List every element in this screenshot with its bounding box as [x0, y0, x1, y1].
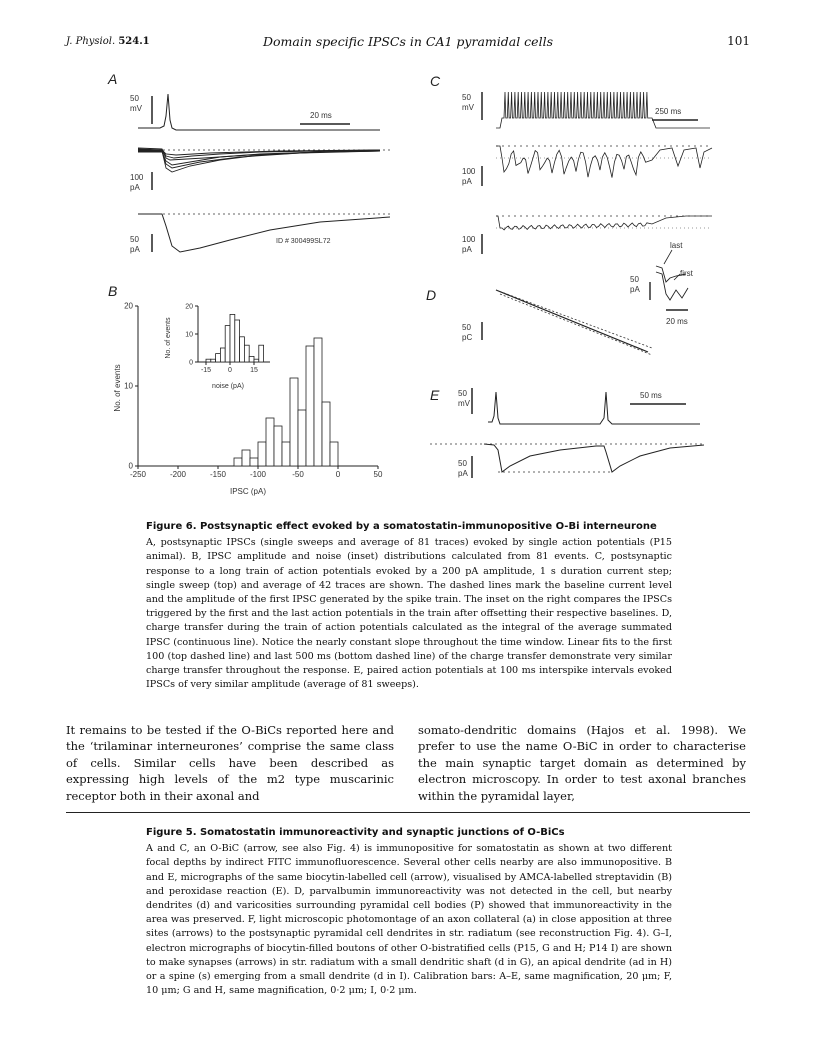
b-inset-x-tick-label: 15: [250, 367, 258, 374]
c-current-unit-1: pA: [462, 177, 472, 186]
a-current-scalebar-1: [130, 172, 152, 192]
b-xlabel: IPSC (pA): [229, 487, 267, 496]
c-inset-unit: pA: [630, 285, 640, 294]
a-vm-scale: 50: [130, 94, 139, 103]
b-noise-histogram-inset: [185, 303, 270, 374]
b-inset-xlabel: noise (pA): [212, 383, 244, 390]
b-inset-ylabel: No. of events: [165, 317, 172, 359]
c-time-scale: 250 ms: [655, 107, 682, 116]
c-inset-time: 20 ms: [666, 317, 688, 326]
b-main-x-tick-label: -150: [209, 470, 227, 479]
b-inset-bar: [216, 354, 221, 362]
b-main-y-tick-label: 0: [128, 461, 133, 471]
a-average-ipsc-trace: [138, 214, 390, 252]
a-current-scalebar-2: [130, 234, 152, 254]
b-main-bar: [250, 458, 258, 466]
b-main-y-tick-label: 20: [124, 301, 133, 311]
panel-label-e: E: [430, 387, 440, 403]
journal-volume: 524.1: [118, 36, 150, 47]
b-inset-bar: [244, 345, 249, 362]
c-vm-unit: mV: [462, 103, 474, 112]
b-inset-bar: [259, 345, 264, 362]
b-inset-x-tick-label: -15: [200, 367, 212, 374]
panel-label-a: A: [108, 71, 118, 87]
e-current-unit: pA: [458, 469, 468, 478]
b-inset-bar: [235, 320, 240, 362]
e-vm-unit: mV: [458, 399, 470, 408]
c-current-scale-1: 100: [462, 167, 476, 176]
a-vm-unit: mV: [130, 104, 142, 113]
b-main-bar: [258, 442, 266, 466]
b-main-bar: [274, 426, 282, 466]
b-inset-y-tick-label: 0: [189, 359, 193, 367]
b-ylabel: No. of events: [113, 364, 122, 412]
b-main-x-tick-label: -50: [292, 470, 304, 479]
b-inset-bar: [249, 356, 254, 362]
b-inset-bar: [211, 359, 216, 362]
c-current-scale-2: 100: [462, 235, 476, 244]
b-inset-y-tick-label: 20: [185, 303, 193, 311]
b-inset-bar: [225, 326, 230, 362]
b-inset-bar: [254, 359, 259, 362]
body-text-left-column: It remains to be tested if the O-BiCs reported here and the ‘trilaminar interneurones’ comprise the same class of cells. Similar cells have been described as expressing high levels of the m2 type muscarinic receptor both in their axonal and: [66, 723, 394, 803]
b-inset-bar: [240, 337, 245, 362]
b-main-bar: [330, 442, 338, 466]
panel-label-c: C: [430, 73, 441, 89]
b-main-x-tick-label: -250: [129, 470, 147, 479]
b-inset-x-tick-label: 0: [228, 367, 232, 374]
e-time-scalebar: [630, 391, 686, 404]
b-main-bar: [322, 402, 330, 466]
a-current-unit-1: pA: [130, 183, 140, 192]
c-current-scalebar-1: [462, 166, 482, 186]
b-main-bar: [266, 418, 274, 466]
panel-label-d: D: [426, 287, 437, 303]
b-main-bar: [234, 458, 242, 466]
b-inset-bar: [230, 314, 235, 362]
d-fit-last-500ms: [500, 294, 652, 355]
figure-5-caption: [146, 826, 672, 998]
e-time-scale: 50 ms: [640, 391, 662, 400]
figure-5-title: Figure 5. Somatostatin immunoreactivity and synaptic junctions of O-BiCs: [146, 827, 565, 838]
e-paired-spikes-trace: [488, 392, 700, 424]
figure-6-text: A, postsynaptic IPSCs (single sweeps and average of 81 traces) evoked by single action potentials (P15 animal). B, IPSC amplitude and noise (inset) distributions calculated from 81 events. C, postsynaptic response to a long train of action potentials evoked by a 200 pA amplitude, 1 s duration current step; single sweep (top) and average of 42 traces are shown. The dashed lines mark the baseline current level and the amplitude of the first IPSC generated by the spike train. The inset on the right compares the IPSCs triggered by the first and the last action potentials in the train after offsetting their respective baselines. D, charge transfer during the train of action potentials calculated as the integral of the average summated IPSC (continuous line). Notice the nearly constant slope throughout the time window. Linear fits to the first 100 (top dashed line) and last 500 ms (bottom dashed line) of the charge transfer demonstrate very similar charge transfer throughout the response. E, paired action potentials at 100 ms interspike intervals evoked IPSCs of very similar amplitude (average of 81 sweeps).: [146, 537, 672, 691]
journal-name: J. Physiol.: [66, 36, 116, 47]
d-charge-scale: 50: [462, 323, 471, 332]
a-current-scale-2: 50: [130, 235, 139, 244]
c-single-sweep-trace: [496, 146, 712, 178]
a-single-sweeps: [138, 148, 380, 172]
b-main-bar: [314, 338, 322, 466]
a-id-note: ID # 300499SL72: [276, 238, 331, 245]
a-current-scale-1: 100: [130, 173, 144, 182]
d-charge-transfer-line: [496, 290, 648, 352]
e-current-scale: 50: [458, 459, 467, 468]
c-inset-scalebar: [630, 275, 688, 326]
d-charge-unit: pC: [462, 333, 473, 342]
c-time-scalebar: [652, 107, 698, 120]
b-main-x-tick-label: -100: [249, 470, 267, 479]
panel-a-vm-scalebar: [130, 94, 152, 124]
horizontal-rule: [66, 812, 750, 813]
b-main-x-tick-label: 50: [373, 470, 383, 479]
c-first-label: first: [680, 269, 693, 278]
b-main-bar: [290, 378, 298, 466]
figure-6-title: Figure 6. Postsynaptic effect evoked by a somatostatin-immunopositive O-Bi interneurone: [146, 521, 657, 532]
figure-5-text: A and C, an O-BiC (arrow, see also Fig. 4) is immunopositive for somatostatin as shown at two different focal depths by indirect FITC immunofluorescence. Several other cells nearby are also immunopositive. B and E, micrographs of the same biocytin-labelled cell (arrow), visualised by AMCA-labelled streptavidin (B) and peroxidase reaction (E). D, parvalbumin immunoreactivity was not detected in the cell, but nearby dendrites (d) and varicosities surrounding pyramidal cell bodies (P) showed that immunoreactivity in the area was preserved. F, light microscopic photomontage of an axon collateral (a) in close apposition at three sites (arrows) to the postsynaptic pyramidal cell dendrites in str. radiatum (see reconstruction Fig. 4). G–I, electron micrographs of biocytin-filled boutons of other O-bistratified cells (P15, G and H; P14 I) are shown to make synapses (arrows) in str. radiatum with a small dendritic shaft (d in G), an apical dendrite (ad in H) or a spine (s) emerging from a small dendrite (d in I). Calibration bars: A–E, same magnification, 20 μm; F, 10 μm; G and H, same magnification, 0·2 μm; I, 0·2 μm.: [146, 843, 672, 997]
b-main-y-tick-label: 10: [124, 381, 133, 391]
d-fit-first-100ms: [496, 290, 652, 348]
a-time-scale: 20 ms: [310, 111, 332, 120]
b-main-bar: [306, 346, 314, 466]
c-vm-scale: 50: [462, 93, 471, 102]
c-vm-scalebar: [462, 92, 482, 120]
running-header: [66, 34, 750, 50]
b-ipsc-histogram: [124, 302, 383, 479]
figure-6: [100, 68, 720, 498]
e-vm-scale: 50: [458, 389, 467, 398]
a-current-unit-2: pA: [130, 245, 140, 254]
c-inset-current: 50: [630, 275, 639, 284]
panel-label-b: B: [108, 283, 118, 299]
b-inset-y-tick-label: 10: [185, 331, 193, 339]
b-main-x-tick-label: 0: [335, 470, 341, 479]
d-charge-scalebar: [462, 322, 482, 342]
e-current-scalebar: [458, 456, 472, 478]
a-time-scalebar: [300, 111, 350, 124]
b-main-x-tick-label: -200: [169, 470, 187, 479]
page-number: 101: [727, 34, 750, 48]
b-main-bar: [298, 410, 306, 466]
c-current-unit-2: pA: [462, 245, 472, 254]
e-vm-scalebar: [458, 388, 472, 414]
c-last-label: last: [670, 241, 683, 250]
figure-6-caption: [146, 520, 672, 692]
e-ipsc-trace: [484, 444, 704, 472]
b-main-bar: [282, 442, 290, 466]
running-title: Domain specific IPSCs in CA1 pyramidal cells: [263, 34, 553, 49]
b-inset-bar: [206, 359, 211, 362]
c-current-scalebar-2: [462, 234, 482, 254]
body-text-right-column: somato-dendritic domains (Hajos et al. 1998). We prefer to use the name O-BiC in order to characterise the main synaptic target domain as determined by electron microscopy. In order to test axonal branches within the pyramidal layer,: [418, 723, 746, 803]
b-main-bar: [242, 450, 250, 466]
b-inset-bar: [220, 348, 225, 362]
